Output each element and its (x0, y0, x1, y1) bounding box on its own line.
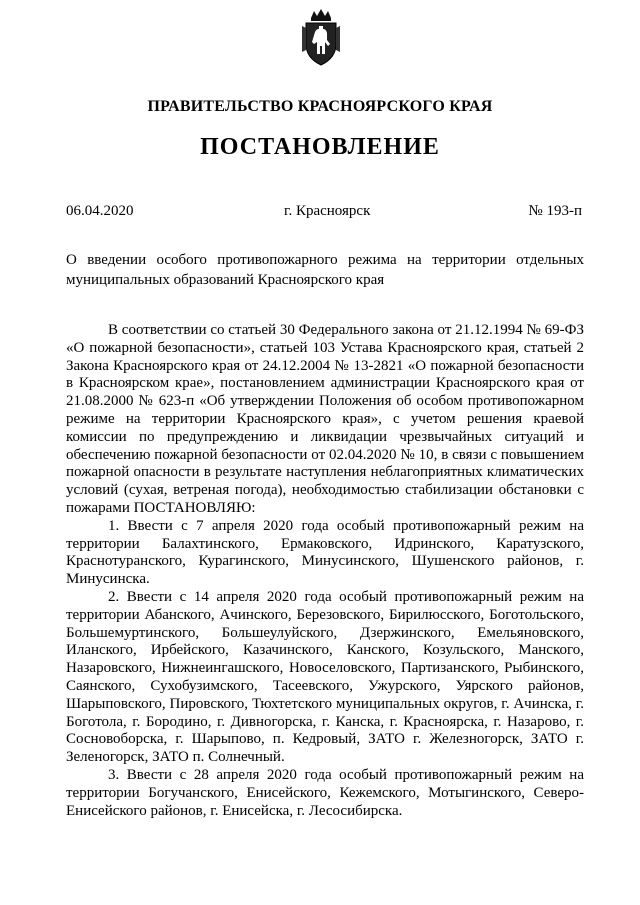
government-name: ПРАВИТЕЛЬСТВО КРАСНОЯРСКОГО КРАЯ (147, 98, 493, 115)
document-number: № 193-п (528, 203, 582, 219)
document-date: 06.04.2020 (66, 203, 134, 219)
document-subject: О введении особого противопожарного режима на территории отдельных муниципальных образований Красноярского края (66, 252, 584, 288)
preamble-paragraph: В соответствии со статьей 30 Федерального закона от 21.12.1994 № 69-ФЗ «О пожарной безопасности», статьей 103 Устава Красноярского края, статьей 2 Закона Красноярского края от 24.12.2004 № 13-2821 «О пожарной безопасности в Красноярском крае», постановлением администрации Красноярского края от 21.08.2000 № 623-п «Об утверждении Положения об особом противопожарном режиме на территории Красноярского края», с учетом решения краевой комиссии по предупреждению и ликвидации чрезвычайных ситуаций и обеспечению пожарной безопасности от 02.04.2020 № 10, в связи с повышением пожарной опасности в результате наступления неблагоприятных климатических условий (сухая, ветреная погода), необходимостью стабилизации обстановки с пожарами ПОСТАНОВЛЯЮ: (66, 322, 584, 516)
item-2-paragraph: 2. Ввести с 14 апреля 2020 года особый противопожарный режим на территории Абанского, Ачинского, Березовского, Бирилюсского, Боготольского, Большемуртинского, Большеулуйского, Дзержинского, Емельяновского, Иланского, Ирбейского, Казачинского, Канского, Козульского, Манского, Назаровского, Нижнеингашского, Новоселовского, Партизанского, Рыбинского, Саянского, Сухобузимского, Тасеевского, Ужурского, Уярского районов, Шарыповского, Пировского, Тюхтетского муниципальных округов, г. Ачинска, г. Боготола, г. Бородино, г. Дивногорска, г. Канска, г. Красноярска, г. Назарово, г. Сосновоборска, г. Шарыпово, п. Кедровый, ЗАТО г. Железногорск, ЗАТО г. Зеленогорск, ЗАТО п. Солнечный. (66, 588, 584, 766)
krasnoyarsk-coat-of-arms-icon (298, 8, 344, 68)
document-type-title: ПОСТАНОВЛЕНИЕ (200, 134, 440, 160)
item-3-paragraph: 3. Ввести с 28 апреля 2020 года особый противопожарный режим на территории Богучанского, Енисейского, Кежемского, Мотыгинского, Северо-Енисейского районов, г. Енисейска, г. Лесосибирска. (66, 766, 584, 819)
document-body (66, 322, 584, 820)
item-1-paragraph: 1. Ввести с 7 апреля 2020 года особый противопожарный режим на территории Балахтинского, Ермаковского, Идринского, Каратузского, Краснотуранского, Курагинского, Минусинского, Шушенского районов, г. Минусинска. (66, 517, 584, 588)
document-city: г. Красноярск (284, 203, 371, 219)
